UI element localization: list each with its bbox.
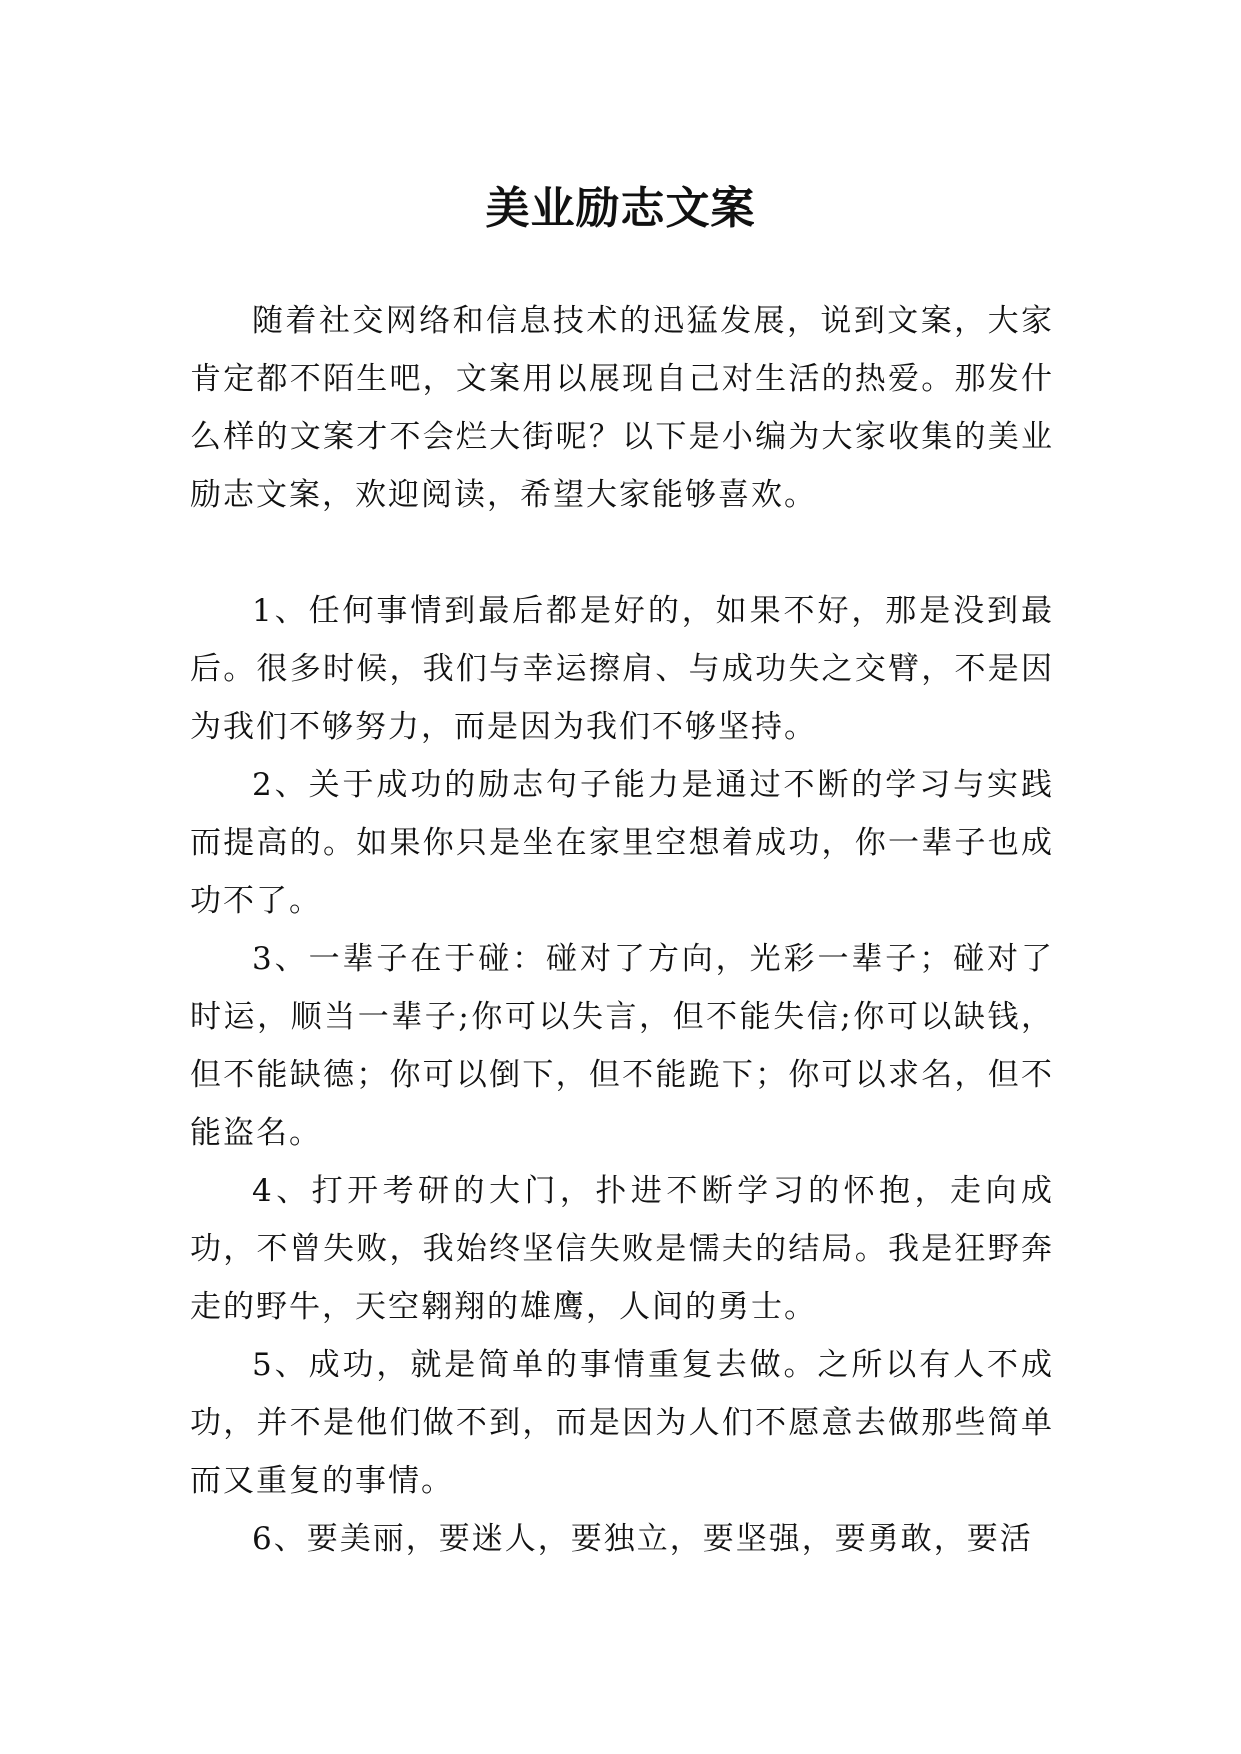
list-item: 3、一辈子在于碰：碰对了方向，光彩一辈子；碰对了时运，顺当一辈子;你可以失言，但不能失信;你可以缺钱，但不能缺德；你可以倒下，但不能跪下；你可以求名，但不能盗名。 (190, 941, 1054, 1151)
list-item: 6、要美丽，要迷人，要独立，要坚强，要勇敢，要活 (252, 1521, 1033, 1557)
list-item: 4、打开考研的大门，扑进不断学习的怀抱，走向成功，不曾失败，我始终坚信失败是懦夫的结局。我是狂野奔走的野牛，天空翱翔的雄鹰，人间的勇士。 (190, 1173, 1054, 1325)
intro-paragraph: 随着社交网络和信息技术的迅猛发展，说到文案，大家肯定都不陌生吧，文案用以展现自己对生活的热爱。那发什么样的文案才不会烂大街呢？以下是小编为大家收集的美业励志文案，欢迎阅读，希望大家能够喜欢。 (190, 303, 1054, 513)
paragraph-gap (190, 524, 1054, 582)
list-item: 1、任何事情到最后都是好的，如果不好，那是没到最后。很多时候，我们与幸运擦肩、与成功失之交臂，不是因为我们不够努力，而是因为我们不够坚持。 (190, 593, 1054, 745)
document-title: 美业励志文案 (485, 183, 756, 235)
document-body (190, 292, 1054, 1568)
list-item: 5、成功，就是简单的事情重复去做。之所以有人不成功，并不是他们做不到，而是因为人们不愿意去做那些简单而又重复的事情。 (190, 1347, 1054, 1499)
list-item: 2、关于成功的励志句子能力是通过不断的学习与实践而提高的。如果你只是坐在家里空想着成功，你一辈子也成功不了。 (190, 767, 1054, 919)
